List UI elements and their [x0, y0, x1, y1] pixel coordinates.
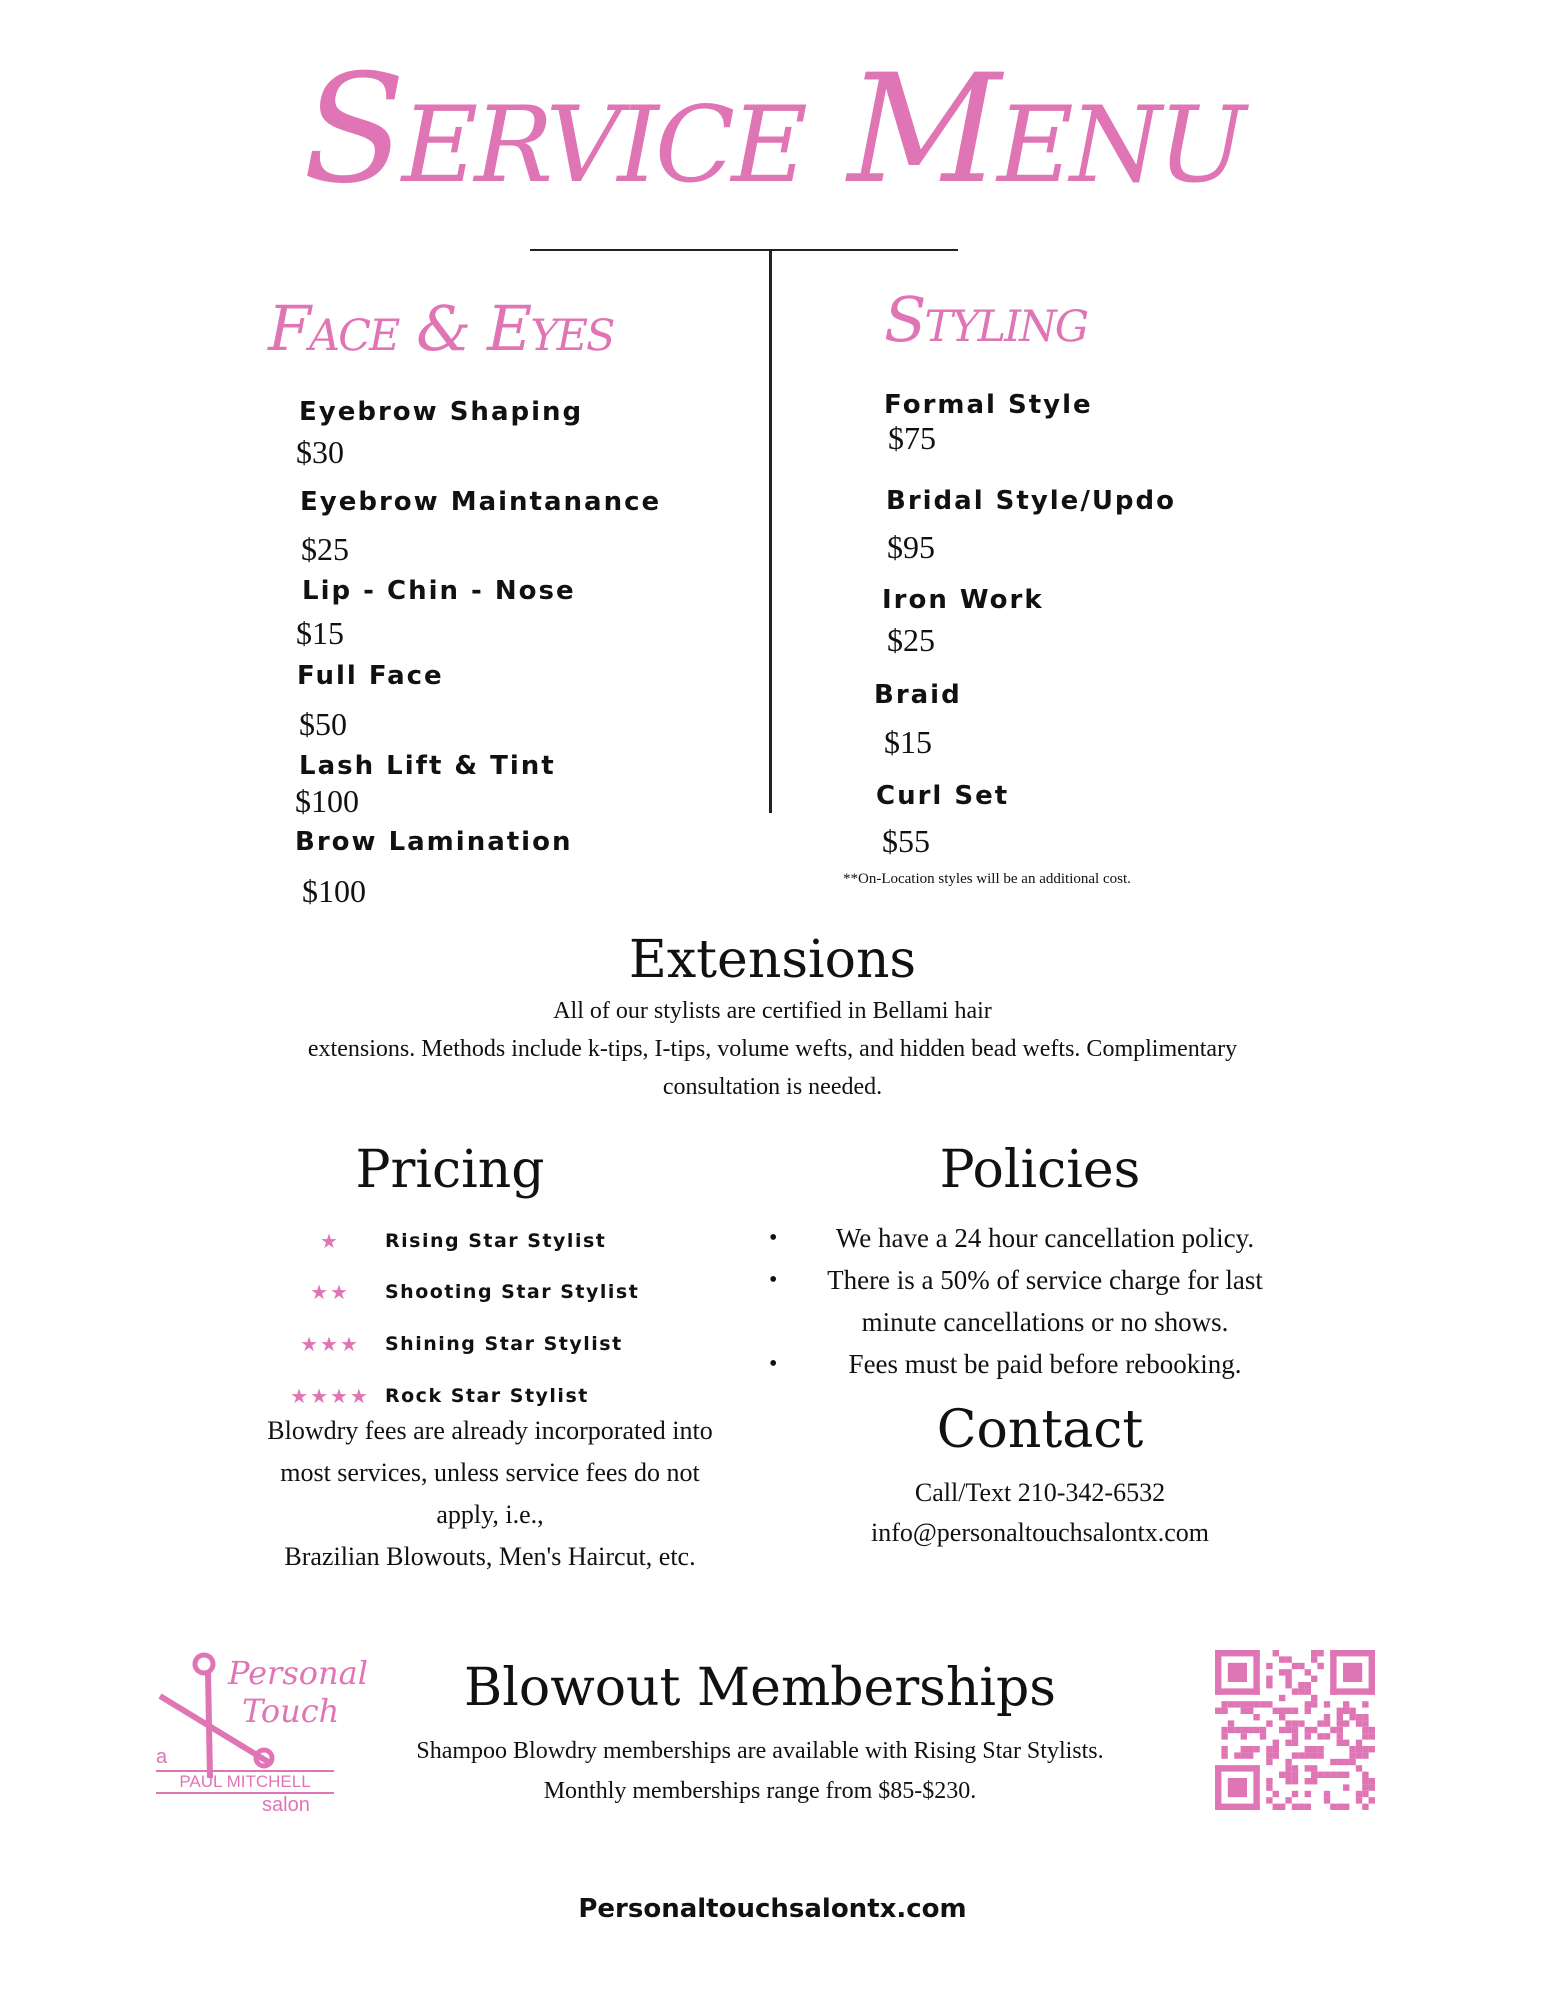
logo-text: Personal: [228, 1654, 368, 1692]
policy-text: There is a 50% of service charge for last minute cancellations or no shows.: [827, 1265, 1263, 1337]
service-price: $30: [296, 434, 344, 470]
contact-phone[interactable]: Call/Text 210-342-6532: [914, 1478, 1166, 1507]
policy-item: • We have a 24 hour cancellation policy.: [769, 1223, 1255, 1253]
title-divider: [530, 249, 958, 251]
page-title: Service Menu: [302, 43, 1243, 217]
logo-text: a: [156, 1746, 168, 1768]
service-name: Full Face: [297, 661, 444, 691]
tier-row: [275, 1381, 695, 1411]
service-name: Braid: [874, 680, 962, 710]
extensions-line: All of our stylists are certified in Bellami hair: [553, 998, 992, 1024]
service-price: $95: [887, 529, 935, 565]
star-icon: ★★: [310, 1280, 350, 1304]
service-name: Brow Lamination: [295, 827, 573, 857]
service-name: Lip - Chin - Nose: [302, 576, 576, 606]
pricing-note-line: Blowdry fees are already incorporated into: [267, 1416, 713, 1445]
policy-item: • There is a 50% of service charge for last minute cancellations or no shows.: [769, 1265, 1263, 1337]
service-name: Iron Work: [882, 585, 1044, 615]
service-name: Bridal Style/Updo: [886, 486, 1177, 516]
service-price: $15: [884, 724, 932, 760]
on-location-note: **On-Location styles will be an additional cost.: [843, 871, 1131, 887]
tier-label: Rising Star Stylist: [385, 1230, 607, 1252]
contact-heading: Contact: [936, 1400, 1144, 1460]
service-price: $15: [296, 615, 344, 651]
contact-email[interactable]: info@personaltouchsalontx.com: [870, 1518, 1210, 1547]
logo-text: PAUL MITCHELL: [156, 1770, 334, 1794]
website-link[interactable]: Personaltouchsalontx.com: [578, 1894, 967, 1924]
service-name: Eyebrow Maintanance: [300, 487, 662, 517]
policy-text: Fees must be paid before rebooking.: [848, 1349, 1242, 1379]
salon-logo: [150, 1648, 368, 1828]
column-divider: [769, 251, 772, 813]
tier-label: Shining Star Stylist: [385, 1333, 623, 1355]
face-eyes-heading: Face & Eyes: [268, 292, 614, 365]
star-icon: ★★★: [300, 1332, 360, 1356]
pricing-note: [220, 1410, 760, 1578]
service-name: Lash Lift & Tint: [299, 751, 556, 781]
extensions-line: consultation is needed.: [662, 1074, 883, 1100]
policies-heading: Policies: [939, 1140, 1141, 1200]
tier-row: [275, 1277, 695, 1307]
service-price: $75: [888, 420, 936, 456]
logo-text: Touch: [242, 1692, 340, 1730]
memberships-line: Monthly memberships range from $85-$230.: [543, 1778, 977, 1804]
qr-code[interactable]: [1215, 1650, 1375, 1810]
service-name: Formal Style: [884, 390, 1093, 420]
star-icon: ★★★★: [290, 1384, 370, 1408]
qr-code-image: [1215, 1650, 1375, 1810]
policy-text: We have a 24 hour cancellation policy.: [835, 1223, 1255, 1253]
memberships-heading: Blowout Memberships: [464, 1658, 1056, 1718]
extensions-heading: Extensions: [628, 930, 917, 990]
service-price: $25: [887, 622, 935, 658]
tier-list: [275, 1226, 695, 1411]
memberships-line: Shampoo Blowdry memberships are available with Rising Star Stylists.: [416, 1738, 1104, 1764]
logo-text: salon: [262, 1794, 310, 1816]
star-icon: ★: [320, 1229, 340, 1253]
tier-row: [275, 1329, 695, 1359]
service-name: Curl Set: [876, 781, 1010, 811]
tier-label: Rock Star Stylist: [385, 1385, 589, 1407]
styling-heading: Styling: [884, 283, 1088, 356]
service-price: $100: [295, 783, 359, 819]
service-price: $50: [299, 706, 347, 742]
pricing-heading: Pricing: [355, 1140, 545, 1200]
policies-list: [769, 1217, 1315, 1385]
pricing-note-line: most services, unless service fees do not: [280, 1458, 700, 1487]
tier-row: [275, 1226, 695, 1256]
extensions-line: extensions. Methods include k-tips, I-tips, volume wefts, and hidden bead wefts. Complimentary: [307, 1036, 1238, 1062]
pricing-note-line: apply, i.e.,: [436, 1500, 544, 1529]
pricing-note-line: Brazilian Blowouts, Men's Haircut, etc.: [284, 1542, 696, 1571]
service-name: Eyebrow Shaping: [299, 397, 584, 427]
service-price: $25: [301, 531, 349, 567]
service-price: $55: [882, 823, 930, 859]
service-price: $100: [302, 873, 366, 909]
tier-label: Shooting Star Stylist: [385, 1281, 640, 1303]
policy-item: • Fees must be paid before rebooking.: [769, 1349, 1242, 1379]
